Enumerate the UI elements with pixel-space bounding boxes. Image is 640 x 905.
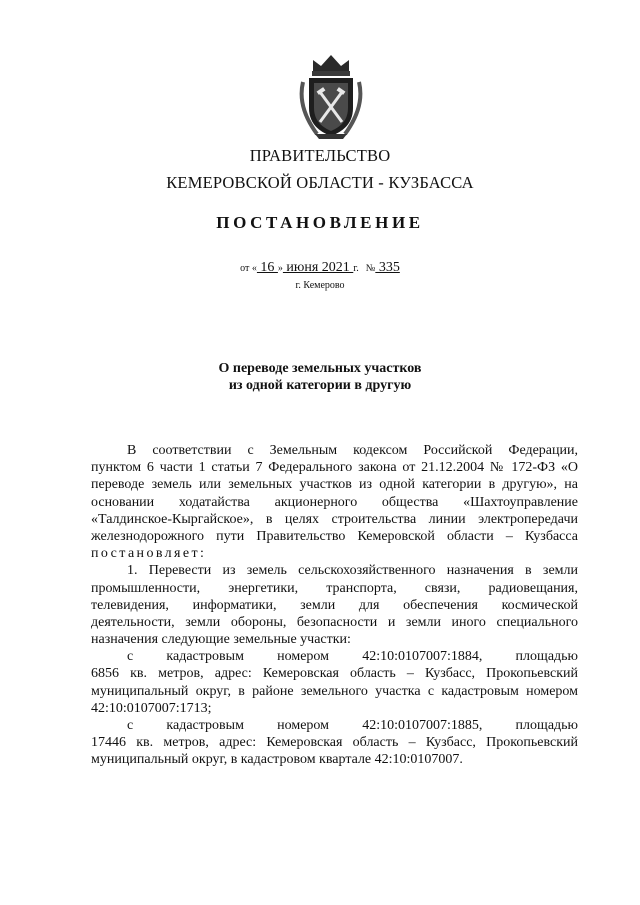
date-prefix: от « [240, 263, 257, 274]
body-line: 42:10:0107007:1713; [91, 700, 212, 716]
body-line: постановляет: [91, 546, 207, 562]
date-month-year: июня 2021 [282, 260, 354, 275]
body-line: назначения следующие земельные участки: [91, 632, 351, 648]
body-line: основании ходатайства акционерного общества «Шахтоуправление [91, 494, 578, 510]
city: г. Кемерово [295, 280, 345, 291]
body-line: муниципальный округ, в районе земельного участка с кадастровым номером [91, 683, 578, 699]
body-line: деятельности, земли обороны, безопасности и земли иного специального [91, 614, 578, 630]
body-line: переводе земель или земельных участков из одной категории в другую», на [91, 477, 578, 493]
body-line: 1. Перевести из земель сельскохозяйственного назначения в земли [127, 563, 578, 579]
number-prefix: № [365, 263, 376, 274]
body-line: В соответствии с Земельным кодексом Российской Федерации, [127, 443, 578, 458]
body-line: с кадастровым номером 42:10:0107007:1884, площадью [127, 649, 578, 665]
title-line1: О переводе земельных участков [218, 361, 422, 376]
title-line2: из одной категории в другую [228, 378, 412, 393]
body-line: железнодорожного пути Правительство Кемеровской области – Кузбасса [91, 528, 578, 544]
body-line: 17446 кв. метров, адрес: Кемеровская область – Кузбасс, Прокопьевский [91, 735, 578, 751]
body-line: муниципальный округ, в кадастровом квартале 42:10:0107007. [91, 752, 463, 768]
document-type: ПОСТАНОВЛЕНИЕ [216, 213, 424, 232]
date-number-line [0, 260, 640, 276]
date-year-suffix: г. [353, 263, 359, 274]
document-number: 335 [375, 260, 400, 275]
body-line: пунктом 6 части 1 статьи 7 Федерального закона от 21.12.2004 № 172-ФЗ «О [91, 460, 578, 476]
org-name-line1: ПРАВИТЕЛЬСТВО [249, 146, 391, 165]
body-line: телевидения, информатики, земли для обеспечения космической [91, 597, 578, 613]
body-line: 6856 кв. метров, адрес: Кемеровская область – Кузбасс, Прокопьевский [91, 666, 578, 682]
org-name-line2: КЕМЕРОВСКОЙ ОБЛАСТИ - КУЗБАССА [166, 173, 474, 192]
date-day: 16 [256, 260, 278, 275]
body-line: промышленности, энергетики, транспорта, связи, радиовещания, [91, 580, 578, 596]
body-line: «Талдинское-Кыргайское», в целях строительства линии электропередачи [91, 511, 578, 527]
date-close: » [277, 263, 283, 274]
body-line: с кадастровым номером 42:10:0107007:1885, площадью [127, 718, 578, 733]
kuzbass-coat-of-arms-icon [295, 52, 367, 140]
body-text [91, 442, 578, 769]
